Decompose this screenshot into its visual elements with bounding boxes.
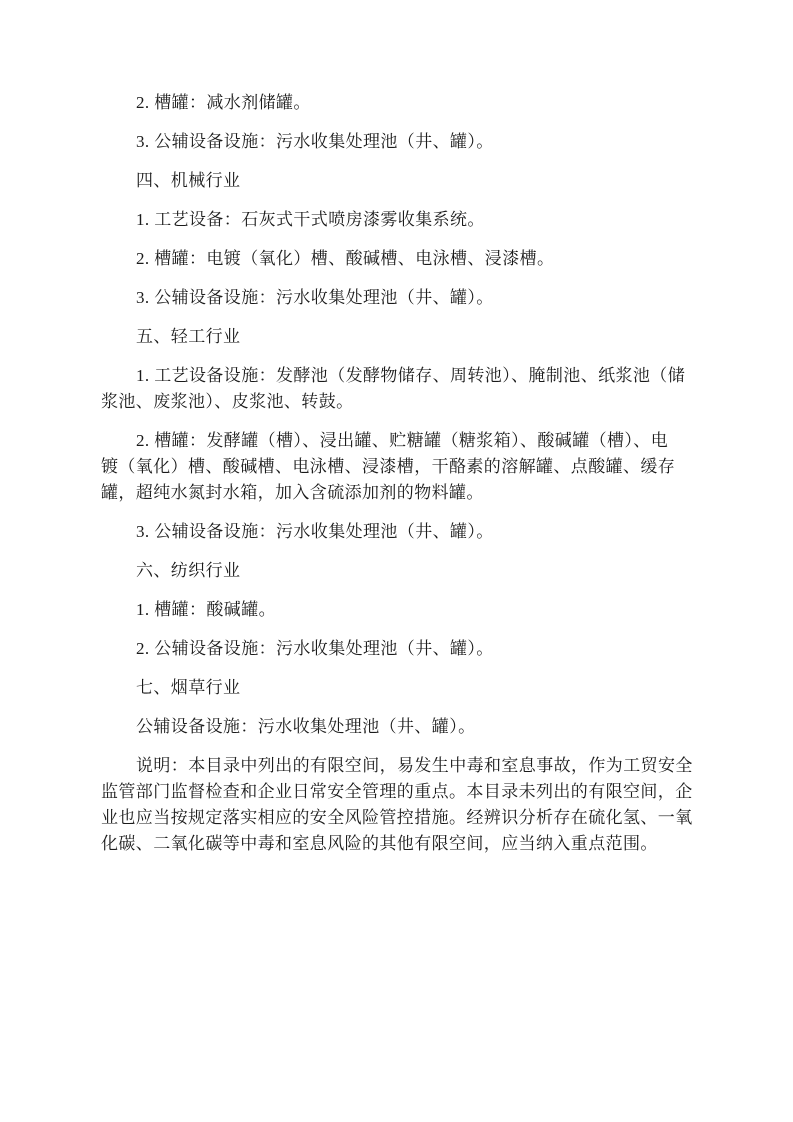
text-line: 2. 槽罐：减水剂储罐。 xyxy=(136,93,311,112)
text-line: 1. 工艺设备设施：发酵池（发酵物储存、周转池）、腌制池、纸浆池（储 xyxy=(136,366,686,385)
text-line: 说明：本目录中列出的有限空间，易发生中毒和室息事故，作为工贸安全 xyxy=(136,756,693,775)
paragraph xyxy=(101,428,705,506)
text-line: 2. 公辅设备设施：污水收集处理池（井、罐）。 xyxy=(136,639,494,658)
text-line: 1. 工艺设备：石灰式干式喷房漆雾收集系统。 xyxy=(136,210,485,229)
section-heading-machinery xyxy=(101,168,705,194)
text-line: 3. 公辅设备设施：污水收集处理池（井、罐）。 xyxy=(136,288,494,307)
section-heading-tobacco xyxy=(101,675,705,701)
text-line: 六、纺织行业 xyxy=(136,561,241,580)
paragraph xyxy=(101,285,705,311)
paragraph xyxy=(101,714,705,740)
text-line: 3. 公辅设备设施：污水收集处理池（井、罐）。 xyxy=(136,132,494,151)
text-line: 监管部门监督检查和企业日常安全管理的重点。本目录未列出的有限空间，企 xyxy=(101,782,693,801)
text-line: 公辅设备设施：污水收集处理池（井、罐）。 xyxy=(136,717,476,736)
text-line: 罐，超纯水氮封水箱，加入含硫添加剂的物料罐。 xyxy=(101,483,484,502)
section-heading-textile xyxy=(101,558,705,584)
text-line: 四、机械行业 xyxy=(136,171,241,190)
paragraph xyxy=(101,246,705,272)
section-heading-light-industry xyxy=(101,324,705,350)
text-line: 镀（氧化）槽、酸碱槽、电泳槽、浸漆槽，干酪素的溶解罐、点酸罐、缓存 xyxy=(101,457,676,476)
text-line: 3. 公辅设备设施：污水收集处理池（井、罐）。 xyxy=(136,522,494,541)
paragraph xyxy=(101,636,705,662)
paragraph xyxy=(101,129,705,155)
text-line: 七、烟草行业 xyxy=(136,678,241,697)
paragraph xyxy=(101,519,705,545)
paragraph xyxy=(101,207,705,233)
paragraph xyxy=(101,597,705,623)
text-line: 2. 槽罐：电镀（氧化）槽、酸碱槽、电泳槽、浸漆槽。 xyxy=(136,249,555,268)
text-line: 化碳、二氧化碳等中毒和室息风险的其他有限空间，应当纳入重点范围。 xyxy=(101,834,658,853)
text-line: 业也应当按规定落实相应的安全风险管控措施。经辨识分析存在硫化氢、一氧 xyxy=(101,808,693,827)
text-line: 浆池、废浆池）、皮浆池、转鼓。 xyxy=(101,392,354,411)
paragraph xyxy=(101,90,705,116)
text-line: 五、轻工行业 xyxy=(136,327,241,346)
paragraph xyxy=(101,363,705,415)
note-paragraph xyxy=(101,753,705,857)
text-line: 2. 槽罐：发酵罐（槽）、浸出罐、贮糖罐（糖浆箱）、酸碱罐（槽）、电 xyxy=(136,431,669,450)
text-line: 1. 槽罐：酸碱罐。 xyxy=(136,600,276,619)
